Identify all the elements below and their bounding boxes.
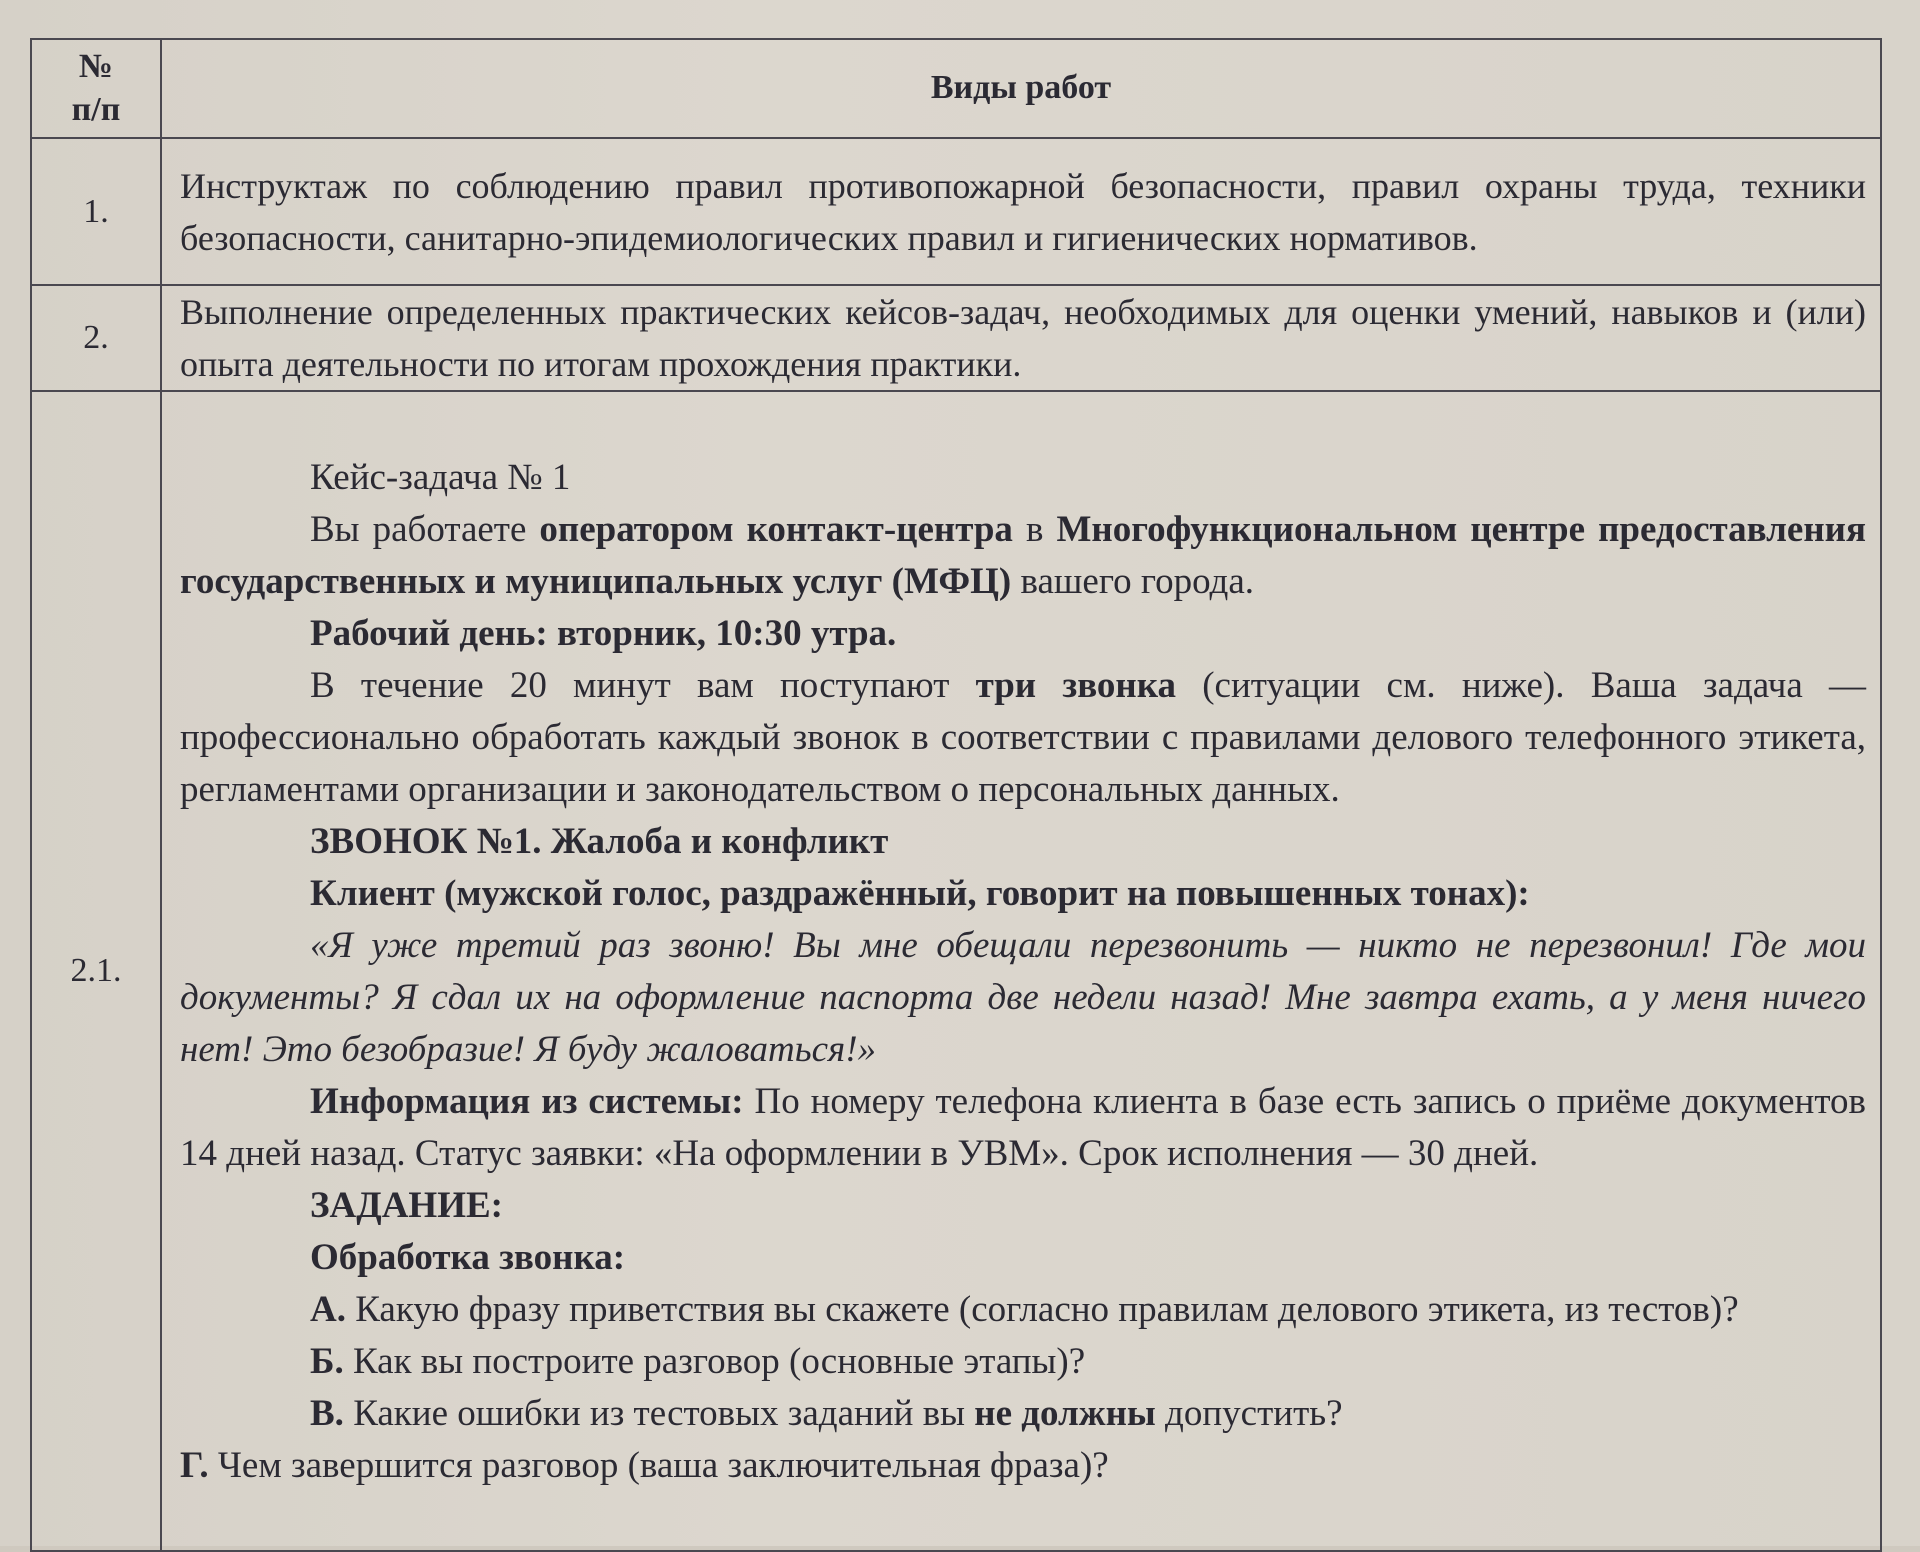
case-task-cell	[161, 391, 1881, 1551]
system-info: Информация из системы: По номеру телефона клиента в базе есть запись о приёме документов 14 дней назад. Статус заявки: «На оформлении в УВМ». Срок исполнения — 30 дней.	[180, 1081, 1866, 1174]
case-title: Кейс-задача № 1	[310, 457, 571, 498]
question-b: Б. Как вы построите разговор (основные этапы)?	[310, 1341, 1086, 1382]
row-text: Выполнение определенных практических кейсов-задач, необходимых для оценки умений, навыков и (или) опыта деятельности по итогам прохождения практики.	[161, 285, 1881, 391]
table-row	[31, 285, 1881, 391]
client-quote: «Я уже третий раз звоню! Вы мне обещали перезвонить — никто не перезвонил! Где мои документы? Я сдал их на оформление паспорта две недели назад! Мне завтра ехать, а у меня ничего нет! Это безобразие! Я буду жаловаться!»	[180, 925, 1866, 1070]
table-row	[31, 138, 1881, 285]
case-task: В течение 20 минут вам поступают три звонка (ситуации см. ниже). Ваша задача — профессионально обработать каждый звонок в соответствии с правилами делового телефонного этикета, регламентами организации и законодательством о персональных данных.	[180, 665, 1866, 810]
works-table	[30, 38, 1882, 1552]
client-label: Клиент (мужской голос, раздражённый, говорит на повышенных тонах):	[310, 873, 1530, 914]
question-a: А. Какую фразу приветствия вы скажете (согласно правилам делового этикета, из тестов)?	[310, 1289, 1739, 1330]
question-d: Г. Чем завершится разговор (ваша заключительная фраза)?	[180, 1445, 1109, 1486]
processing-heading: Обработка звонка:	[310, 1237, 626, 1278]
case-intro: Вы работаете оператором контакт-центра в Многофункциональном центре предоставления государственных и муниципальных услуг (МФЦ) вашего города.	[180, 509, 1866, 602]
row-number: 2.1.	[31, 391, 161, 1551]
number-column-header: № п/п	[31, 39, 161, 138]
question-c: В. Какие ошибки из тестовых заданий вы не должны допустить?	[310, 1393, 1343, 1434]
row-number: 1.	[31, 138, 161, 285]
works-column-header: Виды работ	[161, 39, 1881, 138]
call-title: ЗВОНОК №1. Жалоба и конфликт	[310, 821, 889, 862]
table-row-case	[31, 391, 1881, 1551]
assignment-heading: ЗАДАНИЕ:	[310, 1185, 503, 1226]
row-text: Инструктаж по соблюдению правил противопожарной безопасности, правил охраны труда, техники безопасности, санитарно-эпидемиологических правил и гигиенических нормативов.	[161, 138, 1881, 285]
row-number: 2.	[31, 285, 161, 391]
table-header-row	[31, 39, 1881, 138]
case-workday: Рабочий день: вторник, 10:30 утра.	[310, 613, 897, 654]
